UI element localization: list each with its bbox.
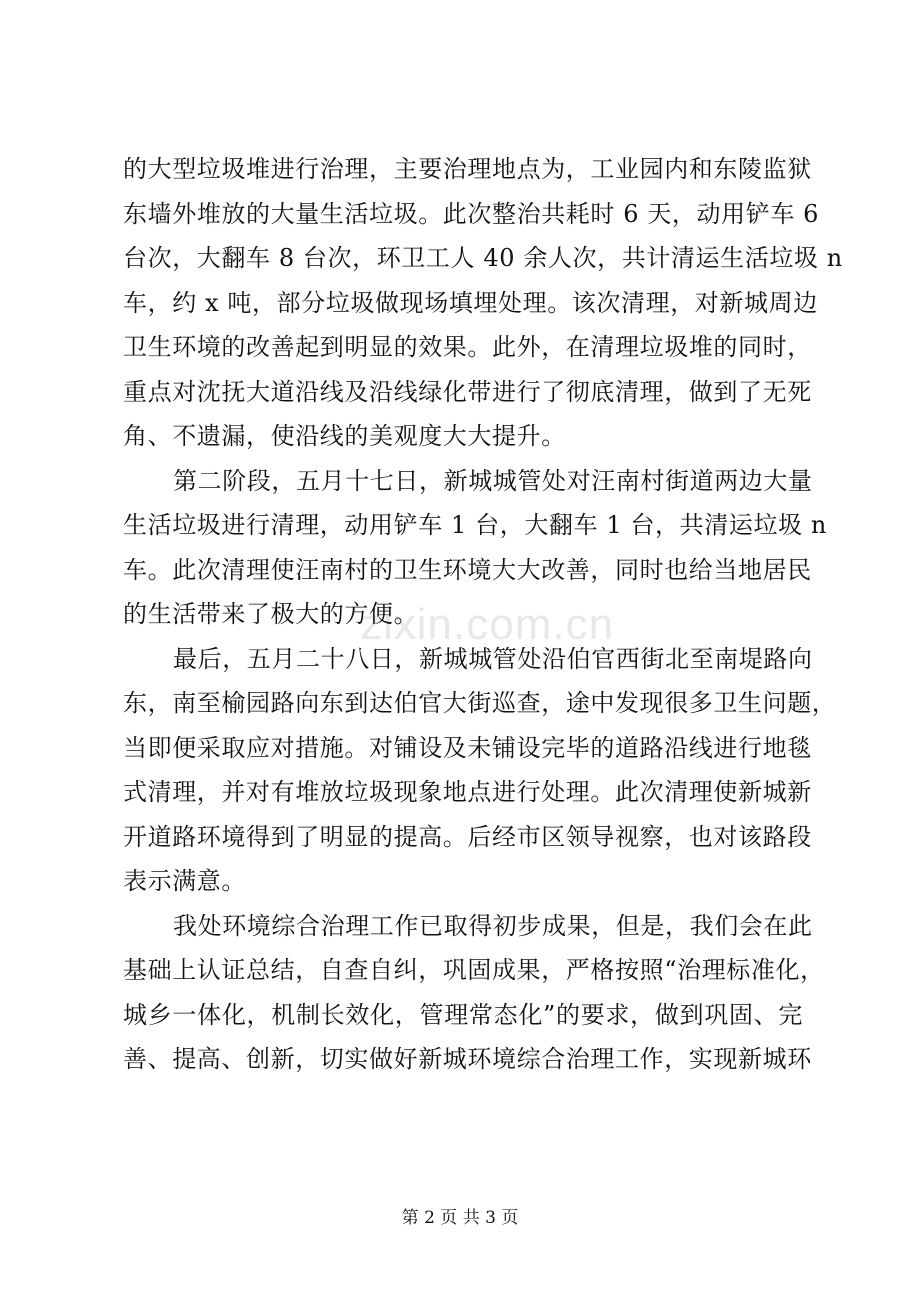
text-line: 我处环境综合治理工作已取得初步成果，但是，我们会在此 (173, 911, 813, 940)
text-line: 的大型垃圾堆进行治理，主要治理地点为，工业园内和东陵监狱 (123, 155, 812, 183)
text-line: 的生活带来了极大的方便。 (123, 600, 419, 628)
text-line: 卫生环境的改善起到明显的效果。此外，在清理垃圾堆的同时， (123, 333, 812, 361)
watermark: zixin.com.cn (360, 600, 615, 649)
paragraph-2 (123, 459, 827, 637)
text-line: 生活垃圾进行清理，动用铲车 1 台，大翻车 1 台，共清运垃圾 n (123, 511, 827, 539)
text-line: 车，约 x 吨，部分垃圾做现场填埋处理。该次清理，对新城周边 (123, 288, 818, 317)
paragraph-3 (123, 637, 837, 904)
text-line: 最后，五月二十八日，新城城管处沿伯官西街北至南堤路向 (173, 644, 813, 673)
text-line: 城乡一体化，机制长效化，管理常态化”的要求，做到巩固、完 (123, 1000, 803, 1029)
text-line: 车。此次清理使汪南村的卫生环境大大改善，同时也给当地居民 (123, 555, 812, 584)
paragraph-4 (123, 904, 825, 1082)
page-number-footer: 第 2 页 共 3 页 (401, 1208, 519, 1228)
text-line: 式清理，并对有堆放垃圾现象地点进行处理。此次清理使新城新 (123, 778, 812, 806)
document-body (123, 147, 843, 1082)
text-line: 善、提高、创新，切实做好新城环境综合治理工作，实现新城环 (123, 1045, 812, 1073)
text-line: 当即便采取应对措施。对铺设及未铺设完毕的道路沿线进行地毯 (123, 733, 812, 762)
text-line: 第二阶段，五月十七日，新城城管处对汪南村街道两边大量 (173, 466, 813, 495)
text-line: 台次，大翻车 8 台次，环卫工人 40 余人次，共计清运生活垃圾 n (123, 244, 843, 272)
text-line: 角、不遗漏，使沿线的美观度大大提升。 (123, 422, 566, 450)
text-line: 表示满意。 (123, 867, 246, 895)
text-line: 基础上认证总结，自查自纠，巩固成果，严格按照“治理标准化， (123, 956, 825, 984)
paragraph-1 (123, 147, 843, 459)
text-line: 开道路环境得到了明显的提高。后经市区领导视察，也对该路段 (123, 822, 812, 851)
text-line: 重点对沈抚大道沿线及沿线绿化带进行了彻底清理，做到了无死 (123, 377, 812, 406)
text-line: 东，南至榆园路向东到达伯官大街巡查，途中发现很多卫生问题， (123, 689, 837, 717)
text-line: 东墙外堆放的大量生活垃圾。此次整治共耗时 6 天，动用铲车 6 (123, 199, 820, 228)
